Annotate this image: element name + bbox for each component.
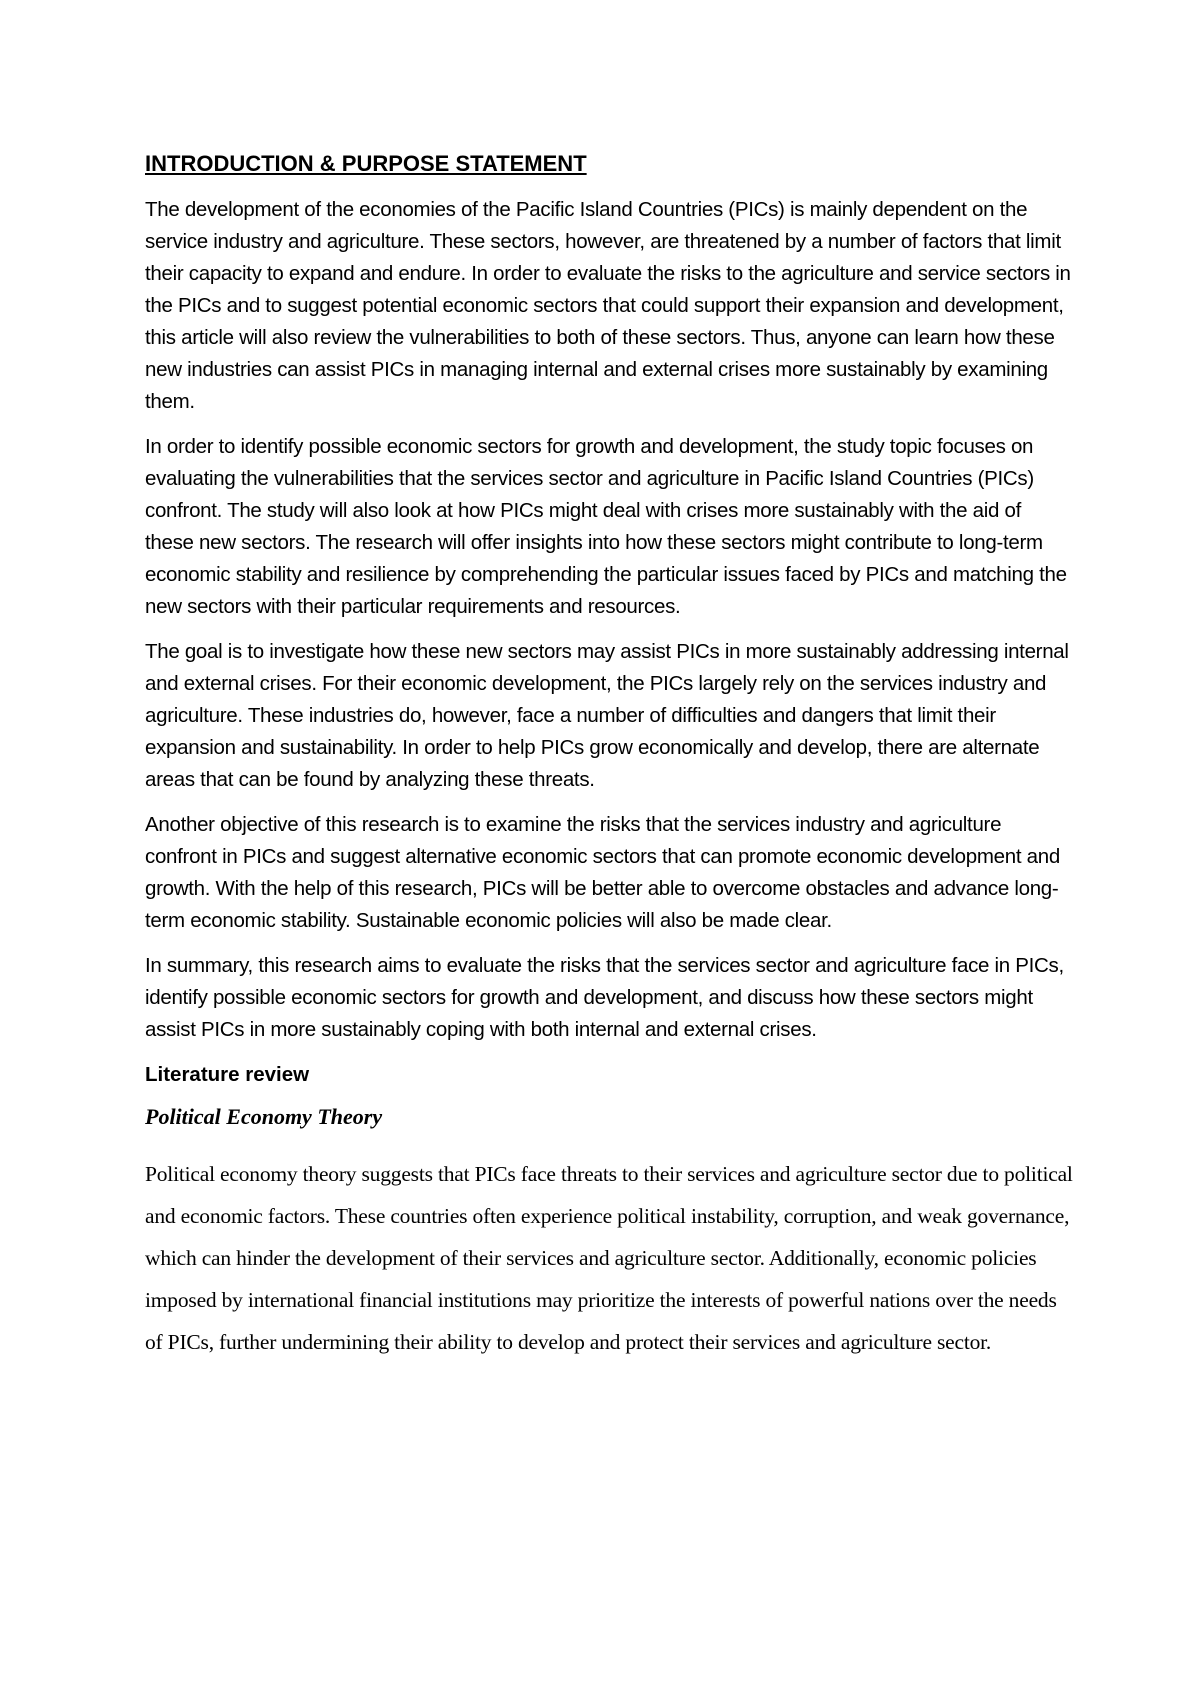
section-heading: INTRODUCTION & PURPOSE STATEMENT xyxy=(145,151,587,176)
literature-review-heading: Literature review xyxy=(145,1063,310,1086)
intro-paragraph-2: In order to identify possible economic sectors for growth and development, the study topic focuses on evaluating the vulnerabilities that the services sector and agriculture in Pacific Island Countries (PICs) confront. The study will also look at how PICs might deal with crises more sustainably with the aid of these new sectors. The research will offer insights into how these sectors might contribute to long-term economic stability and resilience by comprehending the particular issues faced by PICs and matching the new sectors with their particular requirements and resources. xyxy=(145,435,1067,618)
intro-paragraph-5: In summary, this research aims to evaluate the risks that the services sector and agriculture face in PICs, identify possible economic sectors for growth and development, and discuss how these sectors might assist PICs in more sustainably coping with both internal and external crises. xyxy=(145,954,1064,1041)
document-page xyxy=(145,148,1075,1363)
intro-paragraph-3: The goal is to investigate how these new sectors may assist PICs in more sustainably addressing internal and external crises. For their economic development, the PICs largely rely on the services industry and agriculture. These industries do, however, face a number of difficulties and dangers that limit their expansion and sustainability. In order to help PICs grow economically and develop, there are alternate areas that can be found by analyzing these threats. xyxy=(145,640,1069,791)
intro-paragraph-4: Another objective of this research is to examine the risks that the services industry and agriculture confront in PICs and suggest alternative economic sectors that can promote economic development and growth. With the help of this research, PICs will be better able to overcome obstacles and advance long-term economic stability. Sustainable economic policies will also be made clear. xyxy=(145,813,1060,932)
theory-title: Political Economy Theory xyxy=(145,1104,383,1129)
theory-paragraph: Political economy theory suggests that PICs face threats to their services and agriculture sector due to political and economic factors. These countries often experience political instability, corruption, and weak governance, which can hinder the development of their services and agriculture sector. Additionally, economic policies imposed by international financial institutions may prioritize the interests of powerful nations over the needs of PICs, further undermining their ability to develop and protect their services and agriculture sector. xyxy=(145,1162,1073,1354)
intro-paragraph-1: The development of the economies of the Pacific Island Countries (PICs) is mainly dependent on the service industry and agriculture. These sectors, however, are threatened by a number of factors that limit their capacity to expand and endure. In order to evaluate the risks to the agriculture and service sectors in the PICs and to suggest potential economic sectors that could support their expansion and development, this article will also review the vulnerabilities to both of these sectors. Thus, anyone can learn how these new industries can assist PICs in managing internal and external crises more sustainably by examining them. xyxy=(145,198,1071,413)
